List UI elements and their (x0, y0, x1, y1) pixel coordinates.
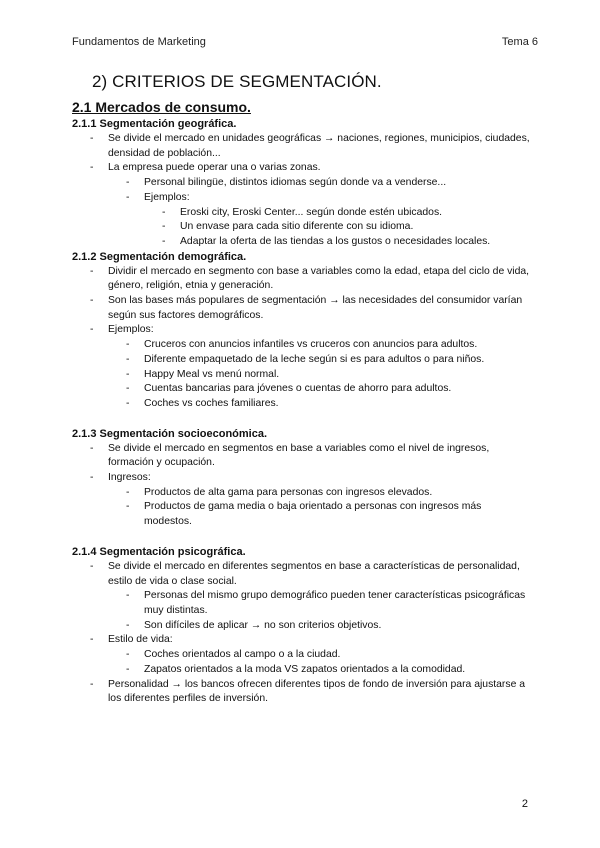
list-item: - Diferente empaquetado de la leche según si es para adultos o para niños. (108, 353, 532, 368)
list-item: - Productos de gama media o baja orientado a personas con ingresos más modestos. (108, 500, 532, 529)
list-item: - Adaptar la oferta de las tiendas a los gustos o necesidades locales. (144, 235, 532, 250)
list-item: - Ingresos: - Productos de alta gama para personas con ingresos elevados. - Productos de gama media o baja orientado a personas con ingresos más modestos. (72, 471, 532, 530)
list-item: - Personalidad → los bancos ofrecen diferentes tipos de fondo de inversión para ajustarse a los diferentes perfiles de inversión. (72, 678, 532, 707)
bullet-list (108, 648, 532, 677)
header-topic: Tema 6 (501, 36, 538, 48)
list-item: - Cruceros con anuncios infantiles vs cruceros con anuncios para adultos. (108, 338, 532, 353)
bullet-list (72, 265, 532, 412)
list-item: - Coches orientados al campo o a la ciudad. (108, 648, 532, 663)
bullet-list (72, 560, 532, 707)
list-item: - Eroski city, Eroski Center... según donde estén ubicados. (144, 206, 532, 221)
spacer (72, 530, 532, 545)
list-item: - Productos de alta gama para personas con ingresos elevados. (108, 486, 532, 501)
subsection-heading-geografica: 2.1.1 Segmentación geográfica. (72, 118, 237, 130)
list-item: - Son las bases más populares de segmentación → las necesidades del consumidor varían según sus factores demográficos. (72, 294, 532, 323)
document-body (72, 98, 532, 707)
bullet-list (108, 486, 532, 530)
bullet-list (72, 442, 532, 530)
list-item: - Happy Meal vs menú normal. (108, 368, 532, 383)
page-title: 2) CRITERIOS DE SEGMENTACIÓN. (92, 72, 382, 91)
bullet-list (108, 338, 532, 412)
list-item: - Son difíciles de aplicar → no son criterios objetivos. (108, 619, 532, 634)
spacer (72, 412, 532, 427)
list-item: - Zapatos orientados a la moda VS zapatos orientados a la comodidad. (108, 663, 532, 678)
list-item: - Un envase para cada sitio diferente con su idioma. (144, 220, 532, 235)
bullet-list (72, 132, 532, 250)
header-subject: Fundamentos de Marketing (72, 36, 206, 48)
bullet-list (108, 589, 532, 633)
list-item: - Coches vs coches familiares. (108, 397, 532, 412)
list-item: - Cuentas bancarias para jóvenes o cuentas de ahorro para adultos. (108, 382, 532, 397)
subsection-heading-psicografica: 2.1.4 Segmentación psicográfica. (72, 545, 246, 558)
section-heading: 2.1 Mercados de consumo. (72, 99, 251, 115)
list-item: - Ejemplos: - Cruceros con anuncios infantiles vs cruceros con anuncios para adultos. - Diferente empaquetado de la leche según si es para adultos o para niños. - Happy Meal vs menú normal. - Cuentas bancarias para jóvenes o cuentas de ahorro para adultos. - Coches vs coches familiares. (72, 323, 532, 411)
list-item: - Se divide el mercado en diferentes segmentos en base a características de personalidad, estilo de vida o clase social. - Personas del mismo grupo demográfico pueden tener características psicográficas muy distintas. - Son difíciles de aplicar → no son criterios objetivos. (72, 560, 532, 634)
list-item: - Se divide el mercado en segmentos en base a variables como el nivel de ingresos, formación y ocupación. (72, 442, 532, 471)
bullet-list (108, 176, 532, 250)
list-item: - Se divide el mercado en unidades geográficas → naciones, regiones, municipios, ciudades, densidad de población... (72, 132, 532, 161)
subsection-heading-socioeconomica: 2.1.3 Segmentación socioeconómica. (72, 427, 268, 440)
list-item: - Dividir el mercado en segmento con base a variables como la edad, etapa del ciclo de vida, género, religión, etnia y generación. (72, 265, 532, 294)
list-item: - Personal bilingüe, distintos idiomas según donde va a venderse... (108, 176, 532, 191)
page-number: 2 (521, 798, 528, 810)
list-item: - Personas del mismo grupo demográfico pueden tener características psicográficas muy distintas. (108, 589, 532, 618)
subsection-heading-demografica: 2.1.2 Segmentación demográfica. (72, 250, 247, 263)
list-item: - Ejemplos: - Eroski city, Eroski Center... según donde estén ubicados. - Un envase para cada sitio diferente con su idioma. - Adaptar la oferta de las tiendas a los gustos o necesidades locales. (108, 191, 532, 250)
list-item: - Estilo de vida: - Coches orientados al campo o a la ciudad. - Zapatos orientados a la moda VS zapatos orientados a la comodidad. (72, 633, 532, 677)
list-item: - La empresa puede operar una o varias zonas. - Personal bilingüe, distintos idiomas según donde va a venderse... - Ejemplos: - Eroski city, Eroski Center... según donde estén ubicados. - Un envase para cada sitio diferente con su idioma. - Adaptar la oferta de las tiendas a los gustos o necesidades locales. (72, 161, 532, 249)
bullet-list (144, 206, 532, 250)
